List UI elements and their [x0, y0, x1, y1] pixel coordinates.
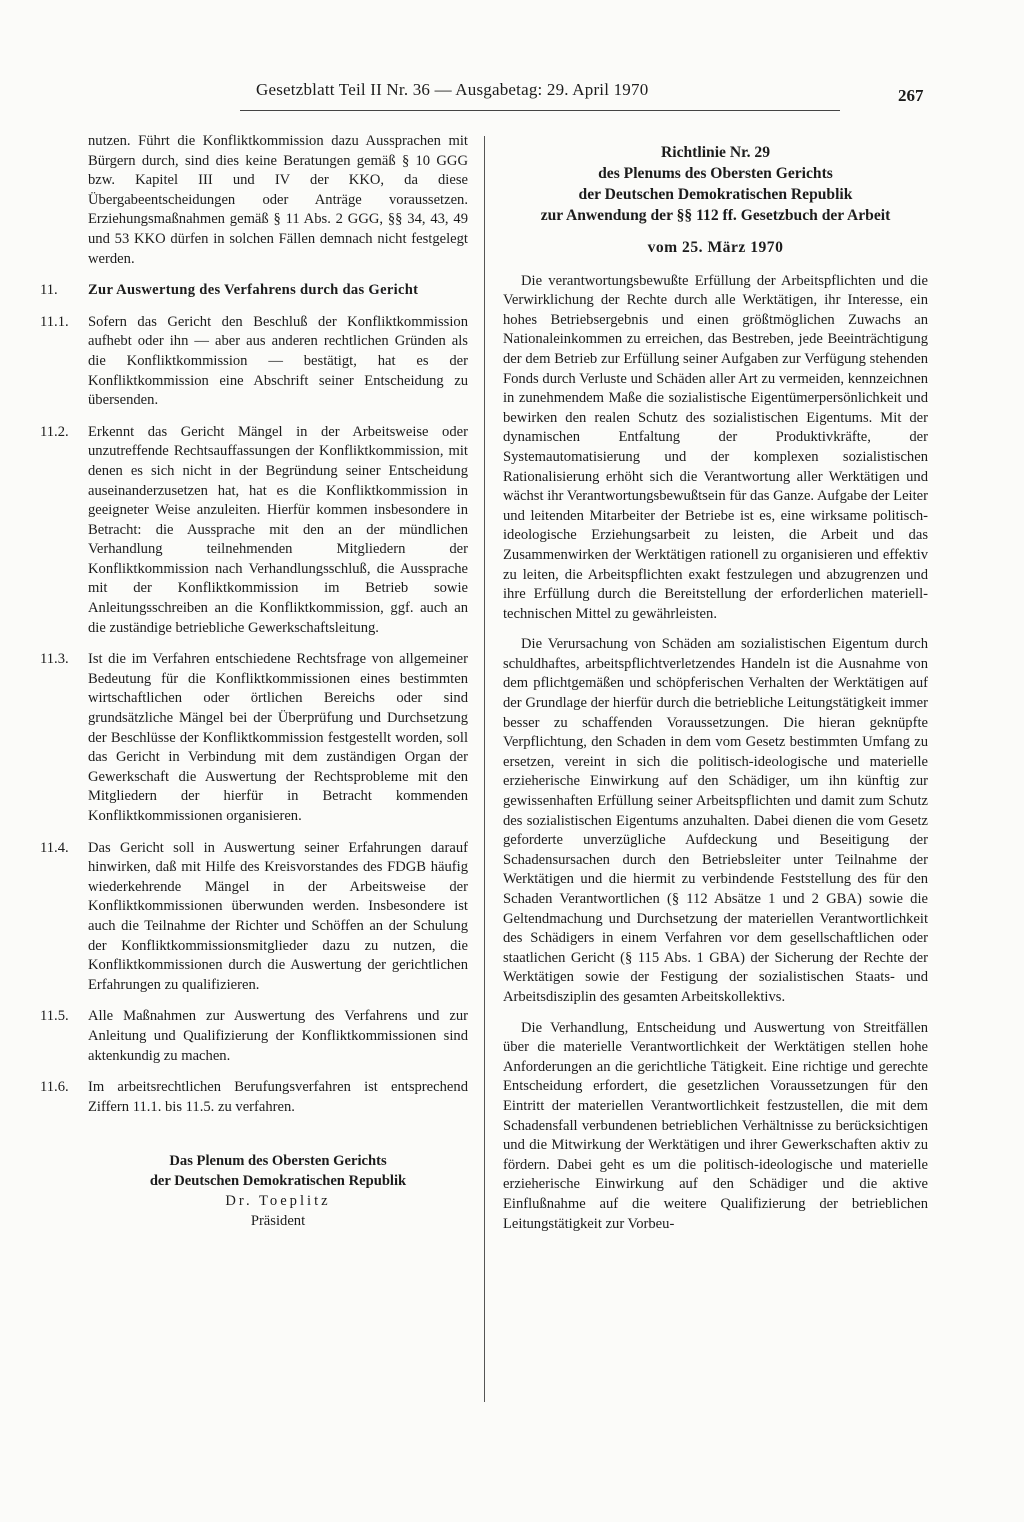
gazette-header-title: Gesetzblatt Teil II Nr. 36 — Ausgabetag: 29. April 1970: [256, 80, 649, 99]
section-number: 11.2.: [40, 423, 69, 440]
header-rule: [240, 110, 840, 111]
section-text: Erkennt das Gericht Mängel in der Arbeitsweise oder unzutreffende Rechtsauffassungen der Konfliktkommission, mit denen es sich nicht in der Begründung seiner Entscheidung auseinanderzusetzen hat, hat es die Konfliktkommission in geeigneter Weise anzuleiten. Hierfür kommen insbesondere in Betracht: die Aussprache mit den an der mündlichen Verhandlung teilnehmenden Mitgliedern der Konfliktkommission nach Verhandlungsschluß, die Aussprache mit der Konfliktkommission im Betrieb sowie Anleitungsschreiben an die Konfliktkommission, ggf. auch an die zuständige betriebliche Gewerkschaftsleitung.: [88, 423, 468, 636]
section-11-3: [40, 650, 468, 826]
directive-date: vom 25. März 1970: [647, 239, 784, 256]
signatory-name: Dr. Toeplitz: [225, 1193, 331, 1210]
section-11-6: [40, 1078, 468, 1117]
directive-title-line-3: der Deutschen Demokratischen Republik: [578, 186, 853, 203]
section-number: 11.4.: [40, 839, 69, 856]
section-11-1: [40, 313, 468, 411]
directive-title-line-4: zur Anwendung der §§ 112 ff. Gesetzbuch der Arbeit: [540, 207, 891, 224]
section-number: 11.6.: [40, 1079, 69, 1096]
section-text: Sofern das Gericht den Beschluß der Konfliktkommission aufhebt oder ihn — aber aus anderen rechtlichen Gründen als die Konfliktkommission — bestätigt, hat es der Konfliktkommission eine Abschrift seiner Entscheidung zu übersenden.: [88, 313, 468, 409]
signature-body-line-1: Das Plenum des Obersten Gerichts: [169, 1153, 387, 1170]
directive-title: [503, 142, 928, 226]
page-header: [0, 80, 1024, 110]
section-11-4: [40, 839, 468, 996]
section-text: Alle Maßnahmen zur Auswertung des Verfahrens und zur Anleitung und Qualifizierung der Konfliktkommissionen sind aktenkundig zu machen.: [88, 1008, 468, 1064]
body-paragraph-2: Die Verursachung von Schäden am sozialistischen Eigentum durch schuldhaftes, arbeitspflichtverletzendes Handeln ist die Ausnahme von dem pflichtgemäßen und schöpferischen Verhalten der Werktätigen auf der Grundlage der hierfür durch die betriebliche Leitungstätigkeit immer besser zu schaffenden Voraussetzungen. Die hieran geknüpfte Verpflichtung, den Schaden in dem vom Gesetz bestimmten Umfang zu ersetzen, vereint in sich die politisch-ideologische und materielle erzieherische Einwirkung auf den Schädiger, um ihn künftig zur gewissenhaften Erfüllung seiner Arbeitspflichten und damit zum Schutz des sozialistischen Eigentums anzuhalten. Dabei dienen die vom Gesetz geforderte unverzügliche Aufdeckung und Beseitigung der Schadensursachen durch den Betriebsleiter unter Teilnahme der Werktätigen und die hiermit zu verbindende Feststellung des für den Schaden Verantwortlichen (§ 112 Absätze 1 und 2 GBA) sowie die Geltendmachung und Durchsetzung der materiellen Verantwortlichkeit des Schädigers in einem Verfahren vor dem gesellschaftlichen oder staatlichen Gericht (§ 115 Abs. 1 GBA) der Sicherung der Rechte der Werktätigen sowie der Festigung der sozialistischen Staats- und Arbeitsdisziplin des gesamten Arbeitskollektivs.: [503, 636, 928, 1005]
right-column: [503, 142, 928, 1245]
signature-body-line-2: der Deutschen Demokratischen Republik: [149, 1173, 407, 1190]
body-paragraph-1: Die verantwortungsbewußte Erfüllung der Arbeitspflichten und die Verwirklichung der Rechte durch alle Werktätigen, ihr Interesse, ein hohes Betriebsergebnis und einen größtmöglichen Zuwachs an Nationaleinkommen zu erreichen, das Bestreben, jede Beeinträchtigung der dem Betrieb zur Erfüllung seiner Aufgaben zur Verfügung stehenden Fonds durch Verluste und Schäden aller Art zu vermeiden, kennzeichnen in zunehmendem Maße die sozialistische Eigentümerpersönlichkeit und bewirken den realen Schutz des sozialistischen Eigentums. Mit der dynamischen Entfaltung der Produktivkräfte, der Systemautomatisierung und der komplexen sozialistischen Rationalisierung erhöht sich die Verantwortung aller Werktätigen und wächst ihr Verantwortungsbewußtsein für das Ganze. Aufgabe der Leiter und leitenden Mitarbeiter der Betriebe ist es, eine wirksame politisch-ideologische Erziehungsarbeit zu leisten, die Arbeit und das Zusammenwirken der Werktätigen rationell zu organisieren und effektiv zu leiten, die Arbeitspflichten exakt festzulegen und abzugrenzen und ihre Erfüllung durch die Bereitstellung der erforderlichen materiell-technischen Mittel zu gewährleisten.: [503, 272, 928, 622]
signatory-role: Präsident: [250, 1213, 306, 1230]
section-11-2: [40, 423, 468, 639]
directive-title-line-1: Richtlinie Nr. 29: [660, 144, 770, 161]
section-11: [40, 281, 468, 301]
left-column: [40, 132, 468, 1231]
intro-paragraph: nutzen. Führt die Konfliktkommission dazu Aussprachen mit Bürgern durch, sind dies keine Beratungen gemäß § 10 GGG bzw. Kapitel III und IV der KKO, da diese Übergabeentscheidungen oder Anträge voraussetzen. Erziehungsmaßnahmen gemäß § 11 Abs. 2 GGG, §§ 34, 43, 49 und 53 KKO dürfen in solchen Fällen demnach nicht festgelegt werden.: [88, 133, 468, 267]
column-divider: [484, 136, 485, 1402]
page-number: 267: [898, 86, 924, 105]
section-text: Ist die im Verfahren entschiedene Rechtsfrage von allgemeiner Bedeutung für die Konfliktkommissionen eines bestimmten wirtschaftlichen oder örtlichen Bereichs oder sind grundsätzliche Mängel bei der Überprüfung und Durchsetzung der Beschlüsse der Konfliktkommission festgestellt worden, soll das Gericht in Verbindung mit dem zuständigen Organ der Gewerkschaft die Auswertung der Rechtsprobleme mit den Mitgliedern der hierfür in Betracht kommenden Konfliktkommissionen organisieren.: [88, 651, 468, 824]
section-11-5: [40, 1007, 468, 1066]
body-paragraph-3: Die Verhandlung, Entscheidung und Auswertung von Streitfällen über die materielle Verantwortlichkeit der Werktätigen stellen hohe Anforderungen an die gerichtliche Tätigkeit. Eine richtige und gerechte Entscheidung erfordert, die gesetzlichen Voraussetzungen für den Eintritt der materiellen Verantwortlichkeit festzustellen, die mit dem Schadensfall verbundenen betrieblichen Verhältnisse zu berücksichtigen und die Mitwirkung der Werktätigen und ihrer Gewerkschaften aktiv zu fördern. Dabei geht es um die politisch-ideologische und materielle erzieherische Einwirkung auf den Schädiger und die aktive Einflußnahme auf die weitere Qualifizierung der betrieblichen Leitungstätigkeit zur Vorbeu-: [503, 1019, 928, 1232]
signature-block: [40, 1151, 468, 1231]
directive-title-line-2: des Plenums des Obersten Gerichts: [598, 165, 833, 182]
section-text: Das Gericht soll in Auswertung seiner Erfahrungen darauf hinwirken, daß mit Hilfe des Kreisvorstandes des FDGB häufig wiederkehrende Mängel in der Arbeitsweise der Konfliktkommissionen überwunden werden. Insbesondere ist auch die Teilnahme der Richter und Schöffen an der Schulung der Konfliktkommissionsmitglieder dazu zu nutzen, die Konfliktkommissionen durch die Auswertung der gerichtlichen Erfahrungen zu qualifizieren.: [88, 839, 468, 993]
section-text: Im arbeitsrechtlichen Berufungsverfahren ist entsprechend Ziffern 11.1. bis 11.5. zu verfahren.: [88, 1079, 468, 1115]
section-number: 11.1.: [40, 313, 69, 330]
section-number: 11.: [40, 282, 58, 299]
section-heading: Zur Auswertung des Verfahrens durch das Gericht: [88, 282, 419, 299]
section-number: 11.3.: [40, 651, 69, 668]
section-number: 11.5.: [40, 1008, 69, 1025]
